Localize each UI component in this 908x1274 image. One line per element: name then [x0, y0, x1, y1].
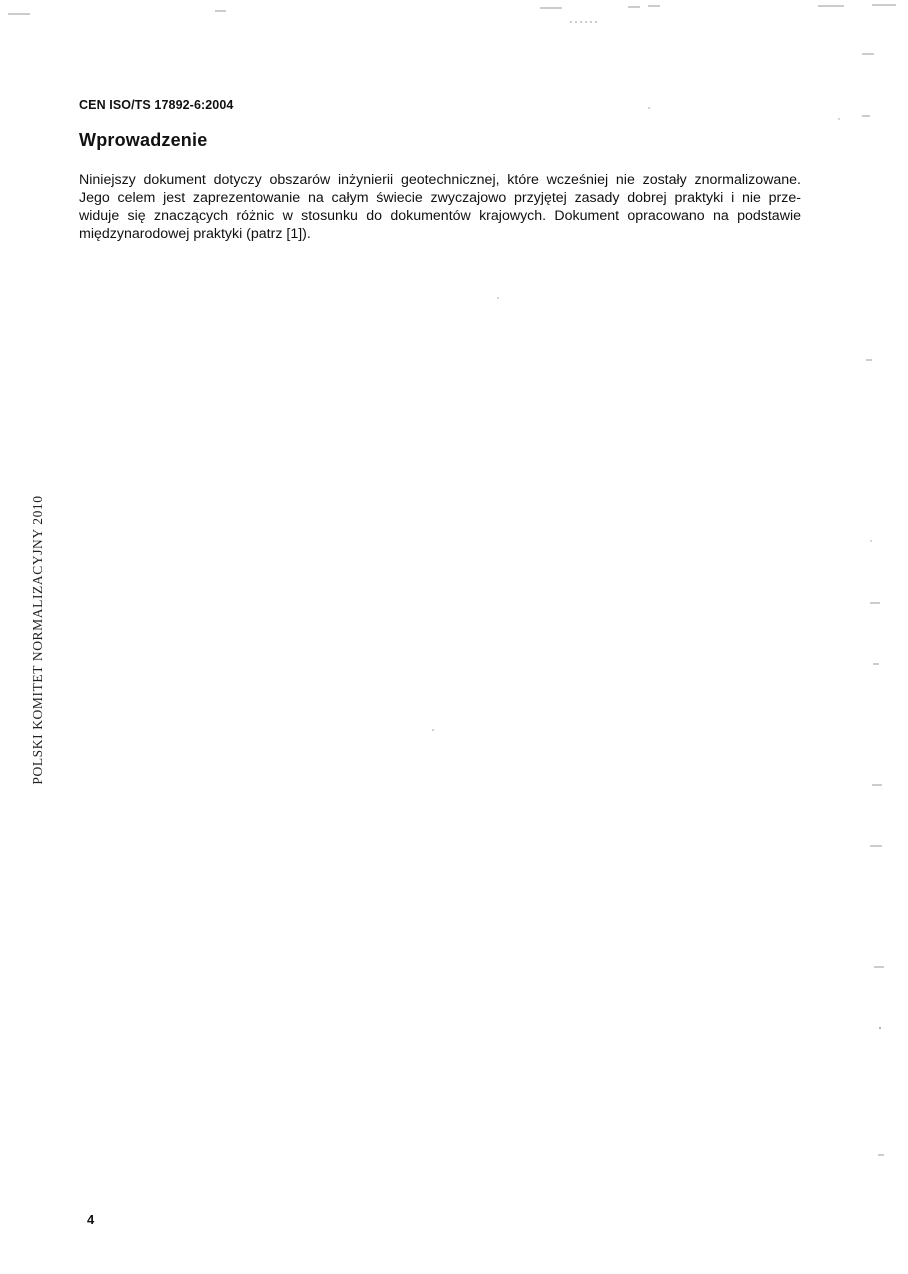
- paragraph-line: Jego celem jest zaprezentowanie na całym świecie zwyczajowo przyjętej zasady dobrej praktyki i nie prze-: [79, 190, 801, 206]
- paragraph-line: Niniejszy dokument dotyczy obszarów inżynierii geotechnicznej, które wcześniej nie zostały znormalizowane.: [79, 172, 801, 188]
- section-title: Wprowadzenie: [79, 130, 208, 150]
- paragraph-line: widuje się znaczących różnic w stosunku do dokumentów krajowych. Dokument opracowano na podstawie: [79, 208, 801, 224]
- margin-watermark-stamp: POLSKI KOMITET NORMALIZACYJNY 2010: [30, 495, 45, 785]
- introduction-paragraph: [79, 171, 801, 243]
- paragraph-line: międzynarodowej praktyki (patrz [1]).: [79, 226, 311, 242]
- page-number: 4: [87, 1212, 95, 1227]
- document-code: CEN ISO/TS 17892-6:2004: [79, 98, 234, 112]
